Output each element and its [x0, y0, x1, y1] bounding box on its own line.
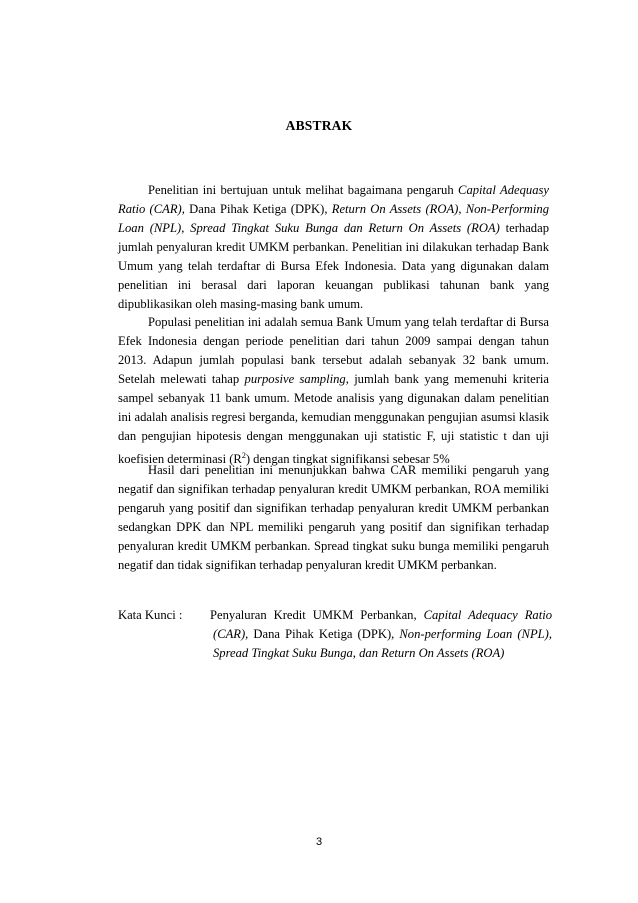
abstract-paragraph-1 — [118, 181, 549, 314]
text-run: Penyaluran Kredit UMKM Perbankan, — [210, 608, 424, 622]
italic-term: Capital Adequacy Ratio (CAR), — [213, 608, 552, 641]
paragraph-text — [118, 461, 549, 575]
text-run: Penelitian ini bertujuan untuk melihat bagaimana pengaruh — [148, 183, 459, 197]
italic-term: purposive sampling — [244, 372, 346, 386]
keywords-label: Kata Kunci : — [118, 608, 183, 622]
text-run: , jumlah bank yang memenuhi kriteria sampel sebanyak 11 bank umum. Metode analisis yang digunakan dalam penelitian ini adalah analisis regresi berganda, kemudian menggunakan pengujian asumsi klasik dan pengujian hipotesis dengan menggunakan uji statistic F, uji statistic t dan uji koefisien determinasi (R — [118, 372, 549, 467]
abstract-paragraph-2 — [118, 313, 549, 469]
text-run: ) dengan tingkat signifikansi sebesar 5% — [245, 452, 450, 467]
paragraph-text — [118, 313, 549, 469]
italic-term: Return On Assets (ROA), Non-Performing Loan (NPL), Spread Tingkat Suku Bunga dan Return On Assets (ROA) — [118, 202, 549, 235]
keywords-text — [210, 606, 552, 663]
italic-term: Non-performing Loan (NPL), Spread Tingkat Suku Bunga, dan Return On Assets (ROA) — [213, 627, 552, 660]
text-run: terhadap jumlah penyaluran kredit UMKM perbankan. Penelitian ini dilakukan terhadap Bank Umum yang telah terdaftar di Bursa Efek Indonesia. Data yang digunakan dalam penelitian ini berasal dari laporan keuangan publikasi tahunan bank yang dipublikasikan oleh masing-masing bank umum. — [118, 221, 549, 311]
italic-term: Capital Adequasy Ratio (CAR), — [118, 183, 549, 216]
page-number: 3 — [315, 836, 323, 848]
text-run: Dana Pihak Ketiga (DPK), — [184, 202, 332, 216]
paragraph-text — [118, 181, 549, 314]
superscript: 2 — [241, 451, 246, 460]
abstract-title: ABSTRAK — [285, 118, 353, 133]
text-run: Dana Pihak Ketiga (DPK), — [248, 627, 400, 641]
text-run: Populasi penelitian ini adalah semua Bank Umum yang telah terdaftar di Bursa Efek Indonesia dengan periode penelitian dari tahun 2009 sampai dengan tahun 2013. Adapun jumlah populasi bank tersebut adalah sebanyak 32 bank umum. Setelah melewati tahap — [118, 315, 549, 386]
text-run: Hasil dari penelitian ini menunjukkan bahwa CAR memiliki pengaruh yang negatif dan signifikan terhadap penyaluran kredit UMKM perbankan, ROA memiliki pengaruh yang positif dan signifikan terhadap penyaluran kredit UMKM perbankan sedangkan DPK dan NPL memiliki pengaruh yang positif dan signifikan terhadap penyaluran kredit UMKM perbankan. Spread tingkat suku bunga memiliki pengaruh negatif dan tidak signifikan terhadap penyaluran kredit UMKM perbankan. — [118, 463, 549, 572]
abstract-paragraph-3 — [118, 461, 549, 575]
